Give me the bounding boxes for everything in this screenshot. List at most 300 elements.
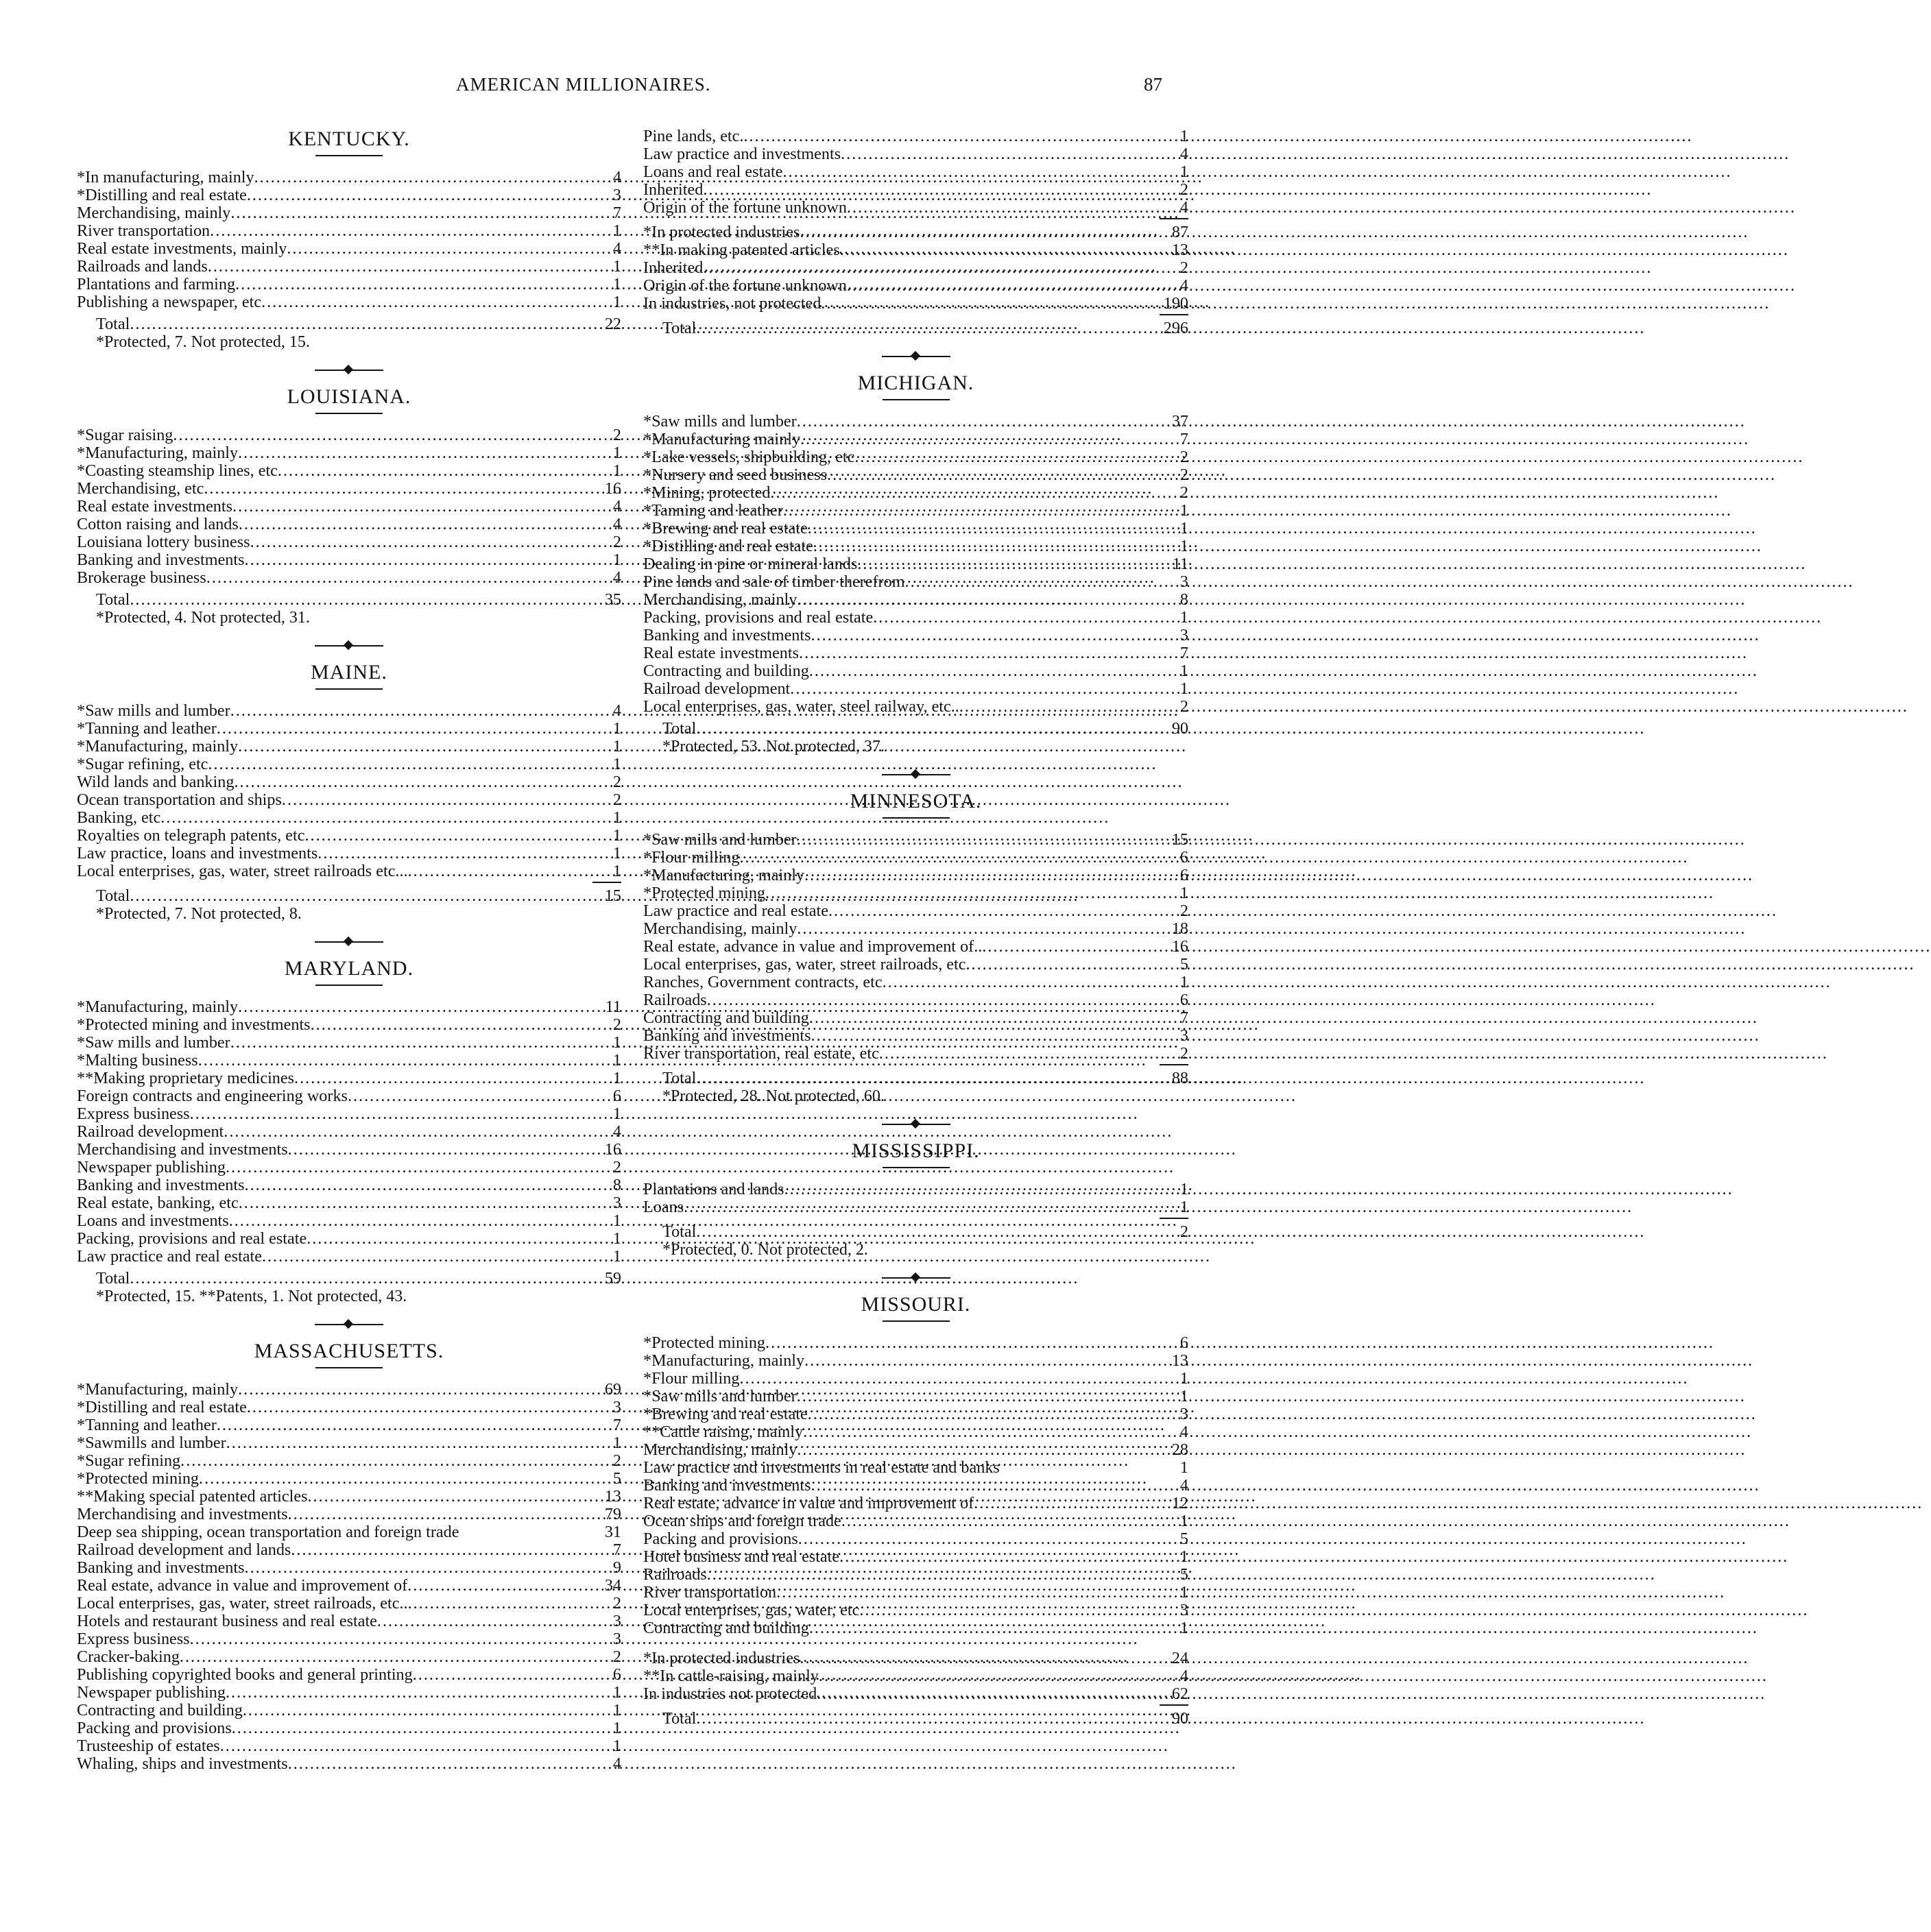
entry-row xyxy=(643,1045,1188,1063)
section-divider xyxy=(882,1270,950,1286)
leader-dots xyxy=(808,520,1157,538)
total-label: Total xyxy=(96,590,130,609)
leader-dots xyxy=(245,1559,590,1577)
section-divider xyxy=(315,362,383,378)
leader-dots xyxy=(282,791,590,809)
leader-dots xyxy=(765,1334,1157,1352)
total-label: Total xyxy=(96,1269,130,1288)
entry-value: 3 xyxy=(1179,1405,1188,1423)
entry-row xyxy=(643,199,1188,217)
total-value: 90 xyxy=(1171,1709,1188,1728)
entry-value: 7 xyxy=(612,204,621,222)
entry-value: 31 xyxy=(604,1523,621,1541)
entry-row xyxy=(643,241,1188,259)
entry-row xyxy=(77,998,621,1016)
entry-label: *Protected mining and investments xyxy=(77,1015,311,1034)
leader-dots xyxy=(204,480,590,498)
total-rule xyxy=(1160,1064,1188,1065)
section-title: MAINE. xyxy=(311,661,387,684)
entry-label: Law practice and investments xyxy=(643,145,841,163)
title-rule xyxy=(883,1320,950,1322)
total-row xyxy=(643,1710,1188,1728)
entry-row xyxy=(77,1684,621,1702)
entry-row xyxy=(77,1070,621,1087)
entry-label: Cotton raising and lands xyxy=(77,515,239,533)
entry-row xyxy=(643,466,1188,484)
entry-label: *Distilling and real estate xyxy=(77,1398,247,1416)
entry-label: Plantations and lands xyxy=(643,1180,784,1198)
title-rule xyxy=(883,817,950,819)
entry-row xyxy=(77,569,621,587)
entry-value: 1 xyxy=(612,1701,621,1719)
leader-dots xyxy=(783,502,1157,520)
entry-row xyxy=(643,484,1188,502)
entry-label: Real estate, banking, etc xyxy=(77,1194,239,1212)
entry-label: Real estate investments xyxy=(77,497,233,516)
leader-dots xyxy=(790,680,1157,698)
entry-label: Merchandising, etc xyxy=(77,479,204,498)
leader-dots xyxy=(776,1584,1157,1602)
section-massachusetts-continued xyxy=(643,128,1188,337)
entry-value: 79 xyxy=(604,1505,621,1523)
entry-label: *Coasting steamship lines, etc xyxy=(77,461,278,480)
entry-label: Railroad development xyxy=(77,1122,224,1141)
entry-value: 4 xyxy=(1179,198,1188,217)
left-column xyxy=(77,128,621,1783)
entry-label: Local enterprises, gas, water, etc xyxy=(643,1601,860,1619)
protected-note: *Protected, 28. Not protected, 60. xyxy=(662,1087,885,1105)
total-label: Total xyxy=(662,319,697,337)
entry-value: 7 xyxy=(612,1416,621,1434)
entry-label: *In protected industries xyxy=(643,1649,800,1667)
entry-row xyxy=(643,627,1188,644)
entry-value: 37 xyxy=(1171,412,1188,431)
leader-dots xyxy=(809,662,1157,680)
entry-value: 34 xyxy=(604,1576,621,1595)
entry-row xyxy=(643,849,1188,867)
entry-value: 1 xyxy=(612,1434,621,1452)
entry-row xyxy=(643,974,1188,991)
entry-value: 1 xyxy=(612,1737,621,1755)
protected-note: *Protected, 15. **Patents, 1. Not protected, 43. xyxy=(96,1288,407,1305)
section-title: MISSOURI. xyxy=(861,1293,971,1316)
section-kentucky xyxy=(77,128,621,351)
leader-dots xyxy=(800,224,1157,241)
entry-value: 1 xyxy=(612,1229,621,1248)
entry-label: Plantations and farming xyxy=(77,275,236,293)
entry-row xyxy=(77,1416,621,1434)
entry-row xyxy=(77,809,621,827)
entry-value: 1 xyxy=(612,444,621,462)
entry-label: Pine lands and sale of timber therefrom xyxy=(643,572,905,591)
entry-value: 11 xyxy=(1172,555,1188,573)
leader-dots xyxy=(803,1423,1157,1441)
entry-value: 1 xyxy=(612,1033,621,1052)
entry-row xyxy=(77,791,621,809)
entry-value: 1 xyxy=(612,1719,621,1737)
entry-value: 7 xyxy=(1179,430,1188,448)
entry-label: *Distilling and real estate xyxy=(77,186,247,204)
section-divider xyxy=(315,934,383,950)
total-row xyxy=(643,1223,1188,1241)
leader-dots xyxy=(811,1027,1157,1045)
leader-dots xyxy=(408,862,590,880)
title-rule xyxy=(315,688,383,690)
entry-value: 1 xyxy=(612,1051,621,1070)
leader-dots xyxy=(206,569,590,587)
entry-label: *Tanning and leather xyxy=(77,1416,217,1434)
leader-dots xyxy=(261,293,590,311)
entry-row xyxy=(77,1016,621,1034)
entry-row xyxy=(77,426,621,444)
entry-value: 2 xyxy=(612,1015,621,1034)
entry-label: Cracker-baking xyxy=(77,1647,180,1666)
leader-dots xyxy=(809,1619,1157,1637)
leader-dots xyxy=(696,1070,1157,1087)
entry-value: 1 xyxy=(1179,1583,1188,1602)
leader-dots xyxy=(239,516,590,533)
entry-list xyxy=(77,998,621,1266)
leader-dots xyxy=(198,1052,590,1070)
entry-label: *Sugar refining xyxy=(77,1451,181,1470)
entry-label: Packing and provisions xyxy=(643,1530,798,1548)
page-header xyxy=(0,74,1260,101)
entry-row xyxy=(643,1388,1188,1405)
entry-value: 3 xyxy=(1179,1026,1188,1045)
leader-dots xyxy=(798,1530,1157,1548)
section-title: MISSISSIPPI. xyxy=(852,1139,980,1162)
total-row xyxy=(643,1070,1188,1087)
section-title: KENTUCKY. xyxy=(288,128,410,150)
entry-row xyxy=(643,538,1188,555)
entry-row xyxy=(77,1105,621,1123)
entry-label: Loans xyxy=(643,1198,684,1216)
leader-dots xyxy=(245,551,590,569)
entry-value: 1 xyxy=(612,1104,621,1123)
leader-dots xyxy=(262,1248,590,1266)
entry-value: 1 xyxy=(612,808,621,827)
leader-dots xyxy=(243,1702,590,1719)
leader-dots xyxy=(739,849,1157,867)
entry-row xyxy=(643,644,1188,662)
leader-dots xyxy=(348,1087,590,1105)
leader-dots xyxy=(765,884,1157,902)
leader-dots xyxy=(797,831,1157,849)
entry-label: *Manufacturing, mainly xyxy=(77,737,239,756)
entry-value: 6 xyxy=(612,1665,621,1684)
entry-value: 12 xyxy=(1171,1494,1188,1512)
entry-row xyxy=(643,1352,1188,1370)
leader-dots xyxy=(232,498,590,516)
leader-dots xyxy=(743,128,1157,145)
entry-value: 2 xyxy=(612,533,621,551)
leader-dots xyxy=(974,1495,1157,1512)
right-column xyxy=(643,128,1188,1737)
leader-dots xyxy=(797,413,1157,431)
entry-label: Ocean ships and foreign trade xyxy=(643,1512,841,1530)
entry-value: 87 xyxy=(1171,223,1188,241)
entry-value: 6 xyxy=(1179,991,1188,1009)
entry-row xyxy=(77,1034,621,1052)
leader-dots xyxy=(247,186,590,204)
entry-row xyxy=(77,1577,621,1595)
entry-value: 1 xyxy=(612,221,621,240)
entry-row xyxy=(643,1667,1188,1685)
summary-list xyxy=(643,224,1188,313)
leader-dots xyxy=(965,956,1157,974)
leader-dots xyxy=(288,1755,590,1773)
entry-label: *Manufacturing, mainly xyxy=(77,998,239,1016)
entry-row xyxy=(643,1495,1188,1512)
entry-value: 28 xyxy=(1171,1440,1188,1459)
entry-label: Inherited xyxy=(643,258,704,277)
protected-note: *Protected, 7. Not protected, 8. xyxy=(96,905,302,923)
entry-value: 3 xyxy=(612,1630,621,1648)
leader-dots xyxy=(224,1123,590,1141)
leader-dots xyxy=(799,644,1157,662)
entry-label: *Manufacturing, mainly xyxy=(77,444,239,462)
entry-row xyxy=(643,884,1188,902)
entry-value: 4 xyxy=(1179,1667,1188,1685)
entry-value: 3 xyxy=(612,1194,621,1212)
entry-value: 2 xyxy=(612,1158,621,1176)
leader-dots xyxy=(208,258,590,276)
entry-value: 2 xyxy=(1179,697,1188,716)
entry-value: 5 xyxy=(1179,955,1188,974)
leader-dots xyxy=(217,1416,590,1434)
section-louisiana xyxy=(77,385,621,627)
leader-dots xyxy=(226,1434,590,1452)
leader-dots xyxy=(804,1352,1157,1370)
entry-row xyxy=(77,827,621,845)
leader-dots xyxy=(707,991,1157,1009)
leader-dots xyxy=(797,920,1157,938)
entry-row xyxy=(77,169,621,186)
protected-note: *Protected, 7. Not protected, 15. xyxy=(96,333,310,351)
leader-dots xyxy=(703,181,1157,199)
entry-label: Pine lands, etc. xyxy=(643,127,744,145)
entry-row xyxy=(77,862,621,880)
leader-dots xyxy=(696,720,1157,738)
leader-dots xyxy=(226,1159,590,1176)
entry-row xyxy=(77,1434,621,1452)
entry-label: Wild lands and banking xyxy=(77,773,235,791)
total-value: 22 xyxy=(604,315,621,333)
protected-note: *Protected, 0. Not protected, 2. xyxy=(662,1241,868,1259)
entry-value: 1 xyxy=(612,275,621,293)
section-title: MICHIGAN. xyxy=(857,372,974,394)
entry-value: 4 xyxy=(1179,1476,1188,1495)
entry-value: 5 xyxy=(1179,1565,1188,1584)
entry-label: *Protected mining xyxy=(643,884,766,902)
entry-value: 16 xyxy=(604,1140,621,1159)
entry-label: Local enterprises, gas, water, steel railway, etc.. xyxy=(643,697,959,716)
leader-dots xyxy=(827,466,1157,484)
entry-row xyxy=(77,1399,621,1416)
section-title: MASSACHUSETTS. xyxy=(254,1340,444,1362)
leader-dots xyxy=(130,315,590,333)
leader-dots xyxy=(307,1230,590,1248)
leader-dots xyxy=(857,555,1157,573)
entry-value: 4 xyxy=(1179,1423,1188,1441)
entry-value: 3 xyxy=(612,1398,621,1416)
title-rule xyxy=(315,985,383,986)
entry-label: Merchandising, mainly xyxy=(77,204,231,222)
entry-label: **In cattle-raising, mainly xyxy=(643,1667,819,1685)
leader-dots xyxy=(841,1512,1157,1530)
entry-label: Publishing copyrighted books and general printing xyxy=(77,1665,413,1684)
leader-dots xyxy=(130,1270,590,1288)
total-label: Total xyxy=(96,315,130,333)
leader-dots xyxy=(304,827,590,845)
entry-value: 2 xyxy=(612,426,621,444)
entry-label: *Saw mills and lumber xyxy=(643,830,797,849)
entry-list xyxy=(643,831,1188,1063)
entry-row xyxy=(77,1488,621,1506)
total-row xyxy=(643,319,1188,337)
entry-row xyxy=(77,222,621,240)
leader-dots xyxy=(288,1141,590,1159)
entry-row xyxy=(643,259,1188,277)
entry-row xyxy=(643,277,1188,295)
entry-label: Real estate investments, mainly xyxy=(77,239,287,258)
leader-dots xyxy=(684,1198,1157,1216)
total-label: Total xyxy=(96,886,130,905)
leader-dots xyxy=(234,773,590,791)
entry-label: *Manufacturing, mainly xyxy=(643,866,805,884)
leader-dots xyxy=(220,1737,590,1755)
leader-dots xyxy=(254,169,590,186)
entry-value: 69 xyxy=(604,1380,621,1399)
entry-label: River transportation xyxy=(643,1583,777,1602)
leader-dots xyxy=(813,538,1157,555)
entry-value: 4 xyxy=(612,701,621,720)
leader-dots xyxy=(811,1477,1157,1495)
entry-row xyxy=(77,1123,621,1141)
entry-value: 2 xyxy=(1179,902,1188,920)
entry-label: *Protected mining xyxy=(643,1333,766,1352)
leader-dots xyxy=(407,1577,590,1595)
leader-dots xyxy=(238,738,590,756)
entry-label: Merchandising, mainly xyxy=(643,590,797,609)
entry-row xyxy=(643,1584,1188,1602)
leader-dots xyxy=(797,1441,1157,1459)
entry-label: Railroads and lands xyxy=(77,257,208,276)
entry-row xyxy=(77,1523,621,1541)
entry-row xyxy=(77,1248,621,1266)
entry-list xyxy=(77,169,621,311)
entry-list xyxy=(643,1334,1188,1637)
entry-value: 1 xyxy=(612,1247,621,1266)
entry-label: Packing, provisions and real estate xyxy=(643,608,874,627)
section-massachusetts xyxy=(77,1340,621,1773)
entry-row xyxy=(77,480,621,498)
entry-value: 1 xyxy=(612,862,621,880)
leader-dots xyxy=(859,1602,1157,1619)
entry-label: *Tanning and leather xyxy=(643,501,783,520)
entry-row xyxy=(77,1719,621,1737)
leader-dots xyxy=(160,809,590,827)
entry-label: Real estate, advance in value and improvement of.. xyxy=(643,937,983,956)
entry-label: *Brewing and real estate xyxy=(643,519,808,538)
leader-dots xyxy=(180,1648,590,1666)
entry-value: 18 xyxy=(1171,919,1188,938)
entry-row xyxy=(77,720,621,738)
entry-value: 1 xyxy=(1179,1458,1188,1477)
leader-dots xyxy=(217,720,590,738)
entry-row xyxy=(77,845,621,862)
entry-row xyxy=(643,956,1188,974)
section-mississippi xyxy=(643,1139,1188,1259)
entry-value: 4 xyxy=(612,168,621,186)
entry-value: 4 xyxy=(612,1754,621,1773)
entry-label: Railroad development and lands xyxy=(77,1541,291,1559)
entry-value: 1 xyxy=(612,826,621,845)
entry-row xyxy=(643,413,1188,431)
entry-label: Trusteeship of estates xyxy=(77,1737,220,1755)
section-divider xyxy=(315,1316,383,1333)
entry-value: 6 xyxy=(1179,1333,1188,1352)
entry-row xyxy=(643,1405,1188,1423)
entry-value: 1 xyxy=(1179,162,1188,181)
entry-label: *In manufacturing, mainly xyxy=(77,168,254,186)
entry-label: Law practice and investments in real estate and banks xyxy=(643,1458,1000,1477)
entry-label: Contracting and building xyxy=(643,1619,809,1637)
entry-value: 3 xyxy=(1179,626,1188,644)
title-rule xyxy=(315,413,383,414)
entry-label: Merchandising, mainly xyxy=(643,919,797,938)
entry-value: 2 xyxy=(612,790,621,809)
entry-row xyxy=(77,276,621,293)
summary-list xyxy=(643,1650,1188,1703)
section-title: MARYLAND. xyxy=(284,957,414,980)
entry-value: 1 xyxy=(1179,884,1188,902)
total-row xyxy=(77,315,621,333)
entry-list xyxy=(77,1381,621,1773)
entry-value: 2 xyxy=(612,1647,621,1666)
entry-label: **Making proprietary medicines xyxy=(77,1069,295,1087)
entry-row xyxy=(643,1477,1188,1495)
entry-value: 2 xyxy=(612,1451,621,1470)
entry-label: *Saw mills and lumber xyxy=(643,1387,797,1405)
entry-row xyxy=(77,1737,621,1755)
leader-dots xyxy=(804,867,1157,884)
leader-dots xyxy=(739,1370,1157,1388)
entry-value: 5 xyxy=(1179,1530,1188,1548)
entry-value: 2 xyxy=(612,773,621,791)
entry-label: Express business xyxy=(77,1630,190,1648)
leader-dots xyxy=(190,1105,590,1123)
total-value: 90 xyxy=(1171,719,1188,738)
entry-value: 2 xyxy=(1179,466,1188,484)
entry-row xyxy=(643,163,1188,181)
leader-dots xyxy=(130,887,590,905)
entry-value: 7 xyxy=(1179,1009,1188,1027)
entry-row xyxy=(643,295,1188,313)
entry-label: Law practice and real estate xyxy=(643,902,828,920)
entry-row xyxy=(77,1087,621,1105)
leader-dots xyxy=(311,1016,590,1034)
entry-label: *Malting business xyxy=(77,1051,198,1070)
entry-row xyxy=(77,1613,621,1630)
entry-row xyxy=(77,1506,621,1523)
section-maine xyxy=(77,661,621,923)
entry-value: 4 xyxy=(612,568,621,587)
entry-row xyxy=(77,462,621,480)
entry-label: *Sugar raising xyxy=(77,426,173,444)
entry-value: 8 xyxy=(612,1176,621,1194)
entry-list xyxy=(77,426,621,587)
